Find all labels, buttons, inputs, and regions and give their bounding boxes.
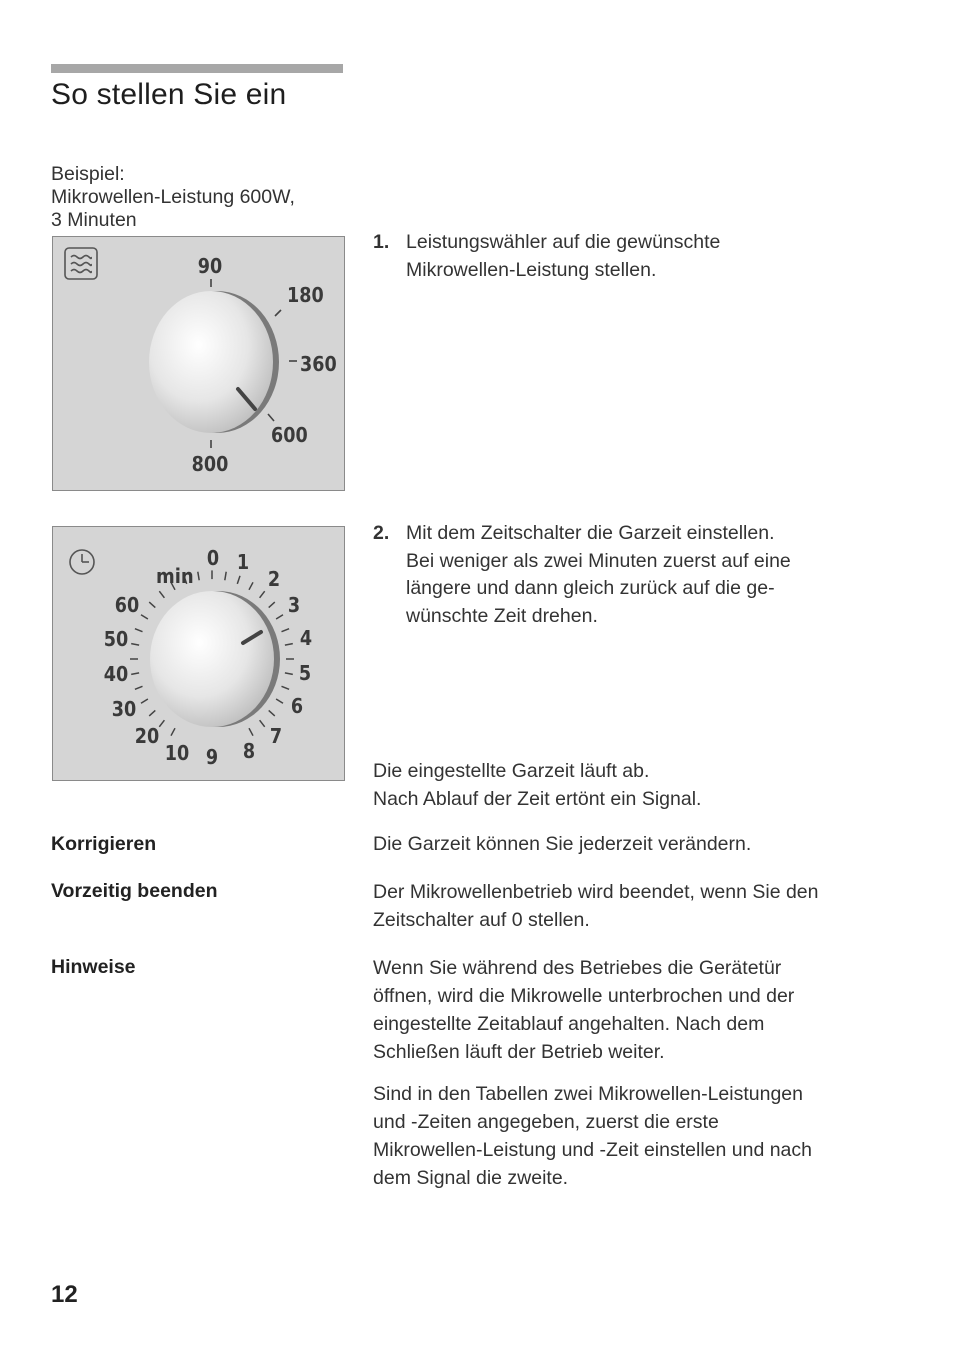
text-line: Wenn Sie während des Betriebes die Gerätetür bbox=[373, 957, 782, 979]
note-line: Die eingestellte Garzeit läuft ab. bbox=[373, 760, 650, 782]
timer-tick bbox=[285, 673, 293, 675]
power-label-90: 90 bbox=[197, 256, 223, 279]
section-rule bbox=[51, 64, 343, 73]
section-text-korrigieren bbox=[373, 830, 751, 858]
timer-label-8: 8 bbox=[242, 741, 256, 764]
section-label-korrigieren: Korrigieren bbox=[51, 833, 157, 855]
step-line: längere und dann gleich zurück auf die ge- bbox=[406, 577, 775, 599]
timer-tick bbox=[159, 591, 164, 598]
clock-icon bbox=[70, 550, 94, 574]
timer-knob bbox=[150, 591, 274, 727]
timer-tick bbox=[237, 576, 240, 584]
timer-tick bbox=[249, 728, 253, 736]
power-label-800: 800 bbox=[191, 454, 229, 477]
text-line: Sind in den Tabellen zwei Mikrowellen-Leistungen bbox=[373, 1083, 803, 1105]
step-2 bbox=[373, 520, 791, 630]
power-dial-svg bbox=[53, 237, 344, 490]
timer-tick bbox=[269, 710, 275, 716]
timer-tick bbox=[276, 615, 283, 619]
example-caption bbox=[51, 163, 295, 232]
power-knob bbox=[149, 291, 273, 433]
timer-label-1: 1 bbox=[236, 552, 250, 575]
timer-tick bbox=[198, 572, 199, 581]
timer-tick bbox=[276, 699, 283, 703]
timer-label-5: 5 bbox=[298, 663, 312, 686]
power-selector-illustration bbox=[52, 236, 345, 491]
timer-tick bbox=[159, 720, 164, 727]
timer-label-7: 7 bbox=[269, 726, 283, 749]
timer-tick bbox=[249, 582, 253, 590]
step-number: 1. bbox=[373, 231, 390, 253]
section-label-vorzeitig-beenden: Vorzeitig beenden bbox=[51, 880, 218, 902]
text-line: Die Garzeit können Sie jederzeit verändern. bbox=[373, 833, 752, 855]
text-line: und -Zeiten angegeben, zuerst die erste bbox=[373, 1111, 719, 1133]
timer-tick bbox=[260, 591, 265, 598]
timer-tick bbox=[149, 602, 155, 608]
timer-running-note bbox=[373, 757, 701, 813]
power-label-360: 360 bbox=[300, 354, 337, 377]
step-line: Leistungswähler auf die gewünschte bbox=[406, 231, 721, 253]
timer-tick bbox=[131, 644, 139, 646]
microwave-waves-icon bbox=[65, 248, 97, 279]
timer-label-30: 30 bbox=[111, 699, 137, 722]
text-line: Schließen läuft der Betrieb weiter. bbox=[373, 1041, 665, 1063]
text-line: Der Mikrowellenbetrieb wird beendet, wenn Sie den bbox=[373, 881, 819, 903]
example-line: Beispiel: bbox=[51, 163, 125, 185]
text-line: eingestellte Zeitablauf angehalten. Nach dem bbox=[373, 1013, 765, 1035]
note-line: Nach Ablauf der Zeit ertönt ein Signal. bbox=[373, 788, 702, 810]
timer-tick bbox=[269, 602, 275, 608]
section-text-vorzeitig-beenden bbox=[373, 878, 819, 934]
page-number: 12 bbox=[51, 1281, 78, 1308]
timer-tick bbox=[135, 629, 143, 632]
timer-tick bbox=[149, 710, 155, 716]
timer-tick bbox=[141, 615, 148, 619]
timer-label-20: 20 bbox=[134, 726, 160, 749]
timer-illustration bbox=[52, 526, 345, 781]
section-text-hinweise-1 bbox=[373, 954, 794, 1066]
timer-tick bbox=[225, 572, 226, 581]
step-line: wünschte Zeit drehen. bbox=[406, 604, 598, 627]
text-line: Zeitschalter auf 0 stellen. bbox=[373, 909, 590, 931]
section-text-hinweise-2 bbox=[373, 1080, 812, 1192]
timer-label-60: 60 bbox=[114, 595, 140, 618]
power-label-180: 180 bbox=[287, 285, 324, 308]
step-line: Bei weniger als zwei Minuten zuerst auf eine bbox=[406, 549, 791, 572]
timer-tick bbox=[171, 728, 175, 736]
timer-label-2: 2 bbox=[267, 569, 281, 592]
timer-tick bbox=[260, 720, 265, 727]
timer-label-4: 4 bbox=[299, 628, 313, 651]
timer-label-10: 10 bbox=[164, 743, 190, 766]
example-line: Mikrowellen-Leistung 600W, bbox=[51, 186, 295, 208]
timer-label-0: 0 bbox=[206, 548, 220, 571]
text-line: öffnen, wird die Mikrowelle unterbrochen und der bbox=[373, 985, 795, 1007]
step-line: Mikrowellen-Leistung stellen. bbox=[406, 258, 657, 281]
page-title: So stellen Sie ein bbox=[51, 78, 287, 111]
step-1 bbox=[373, 229, 720, 284]
timer-dial-svg bbox=[53, 527, 344, 780]
timer-tick bbox=[141, 699, 148, 703]
timer-tick bbox=[131, 673, 139, 675]
timer-label-3: 3 bbox=[287, 595, 301, 618]
timer-label-9: 9 bbox=[205, 747, 219, 770]
timer-tick bbox=[285, 644, 293, 646]
section-label-hinweise: Hinweise bbox=[51, 956, 136, 978]
timer-tick bbox=[135, 686, 143, 689]
text-line: dem Signal die zweite. bbox=[373, 1167, 569, 1189]
example-line: 3 Minuten bbox=[51, 209, 137, 231]
timer-label-40: 40 bbox=[103, 664, 129, 687]
timer-tick bbox=[282, 686, 290, 689]
text-line: Mikrowellen-Leistung und -Zeit einstellen und nach bbox=[373, 1139, 812, 1161]
timer-label-6: 6 bbox=[290, 696, 304, 719]
timer-label-50: 50 bbox=[103, 629, 129, 652]
step-line: Mit dem Zeitschalter die Garzeit einstellen. bbox=[406, 522, 775, 544]
timer-unit-label: min bbox=[156, 565, 194, 589]
power-label-600: 600 bbox=[271, 425, 308, 448]
timer-tick bbox=[282, 629, 290, 632]
step-number: 2. bbox=[373, 522, 390, 544]
